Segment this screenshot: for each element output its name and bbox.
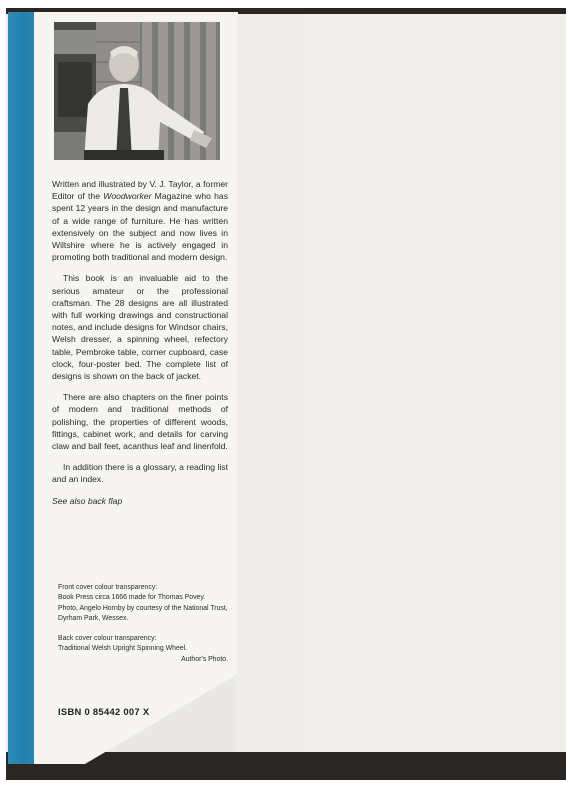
photo-credits xyxy=(58,583,228,665)
front-cover-photo-credit: Photo, Angelo Hornby by courtesy of the National Trust, Dyrham Park, Wessex. xyxy=(58,604,228,622)
flap-shadow xyxy=(236,14,302,752)
book-description: This book is an invaluable aid to the serious amateur or the professional craftsman. The 28 designs are all illustrated with full working drawings and constructional notes, and include designs for Windsor chairs, Welsh dresser, a spinning wheel, refectory table, Pembroke table, corner cupboard, case clock, four-poster bed. The complete list of designs is shown on the back of jacket. xyxy=(52,273,228,382)
back-cover-label: Back cover colour transparency: xyxy=(58,635,157,643)
front-cover-desc: Book Press circa 1666 made for Thomas Povey. xyxy=(58,594,206,602)
chapters-description: There are also chapters on the finer points of modern and traditional methods of polishing, the properties of different woods, fittings, cabinet work, and details for carving claw and ball feet, acanthus leaf and linenfold. xyxy=(52,392,228,452)
endpaper xyxy=(300,14,566,752)
back-cover-photo-credit: Author's Photo. xyxy=(181,655,228,663)
see-also-note: See also back flap xyxy=(52,495,123,506)
magazine-title: Woodworker xyxy=(103,191,152,202)
flap-copy xyxy=(52,178,228,507)
jacket-spine-strip xyxy=(8,12,34,764)
front-cover-label: Front cover colour transparency: xyxy=(58,584,158,591)
isbn-number: ISBN 0 85442 007 X xyxy=(58,706,150,717)
extras-description: In addition there is a glossary, a reading list and an index. xyxy=(52,462,228,485)
author-portrait-icon xyxy=(54,22,220,160)
author-bio: Written and illustrated by V. J. Taylor, a former Editor of the Woodworker Magazine who has spent 12 years in the design and manufacture of a wide range of furniture. He has written extensively on the subject and now lives in Wiltshire where he is actively engaged in promoting both traditional and modern design. xyxy=(52,179,228,263)
back-cover-desc: Traditional Welsh Upright Spinning Wheel. xyxy=(58,645,188,653)
